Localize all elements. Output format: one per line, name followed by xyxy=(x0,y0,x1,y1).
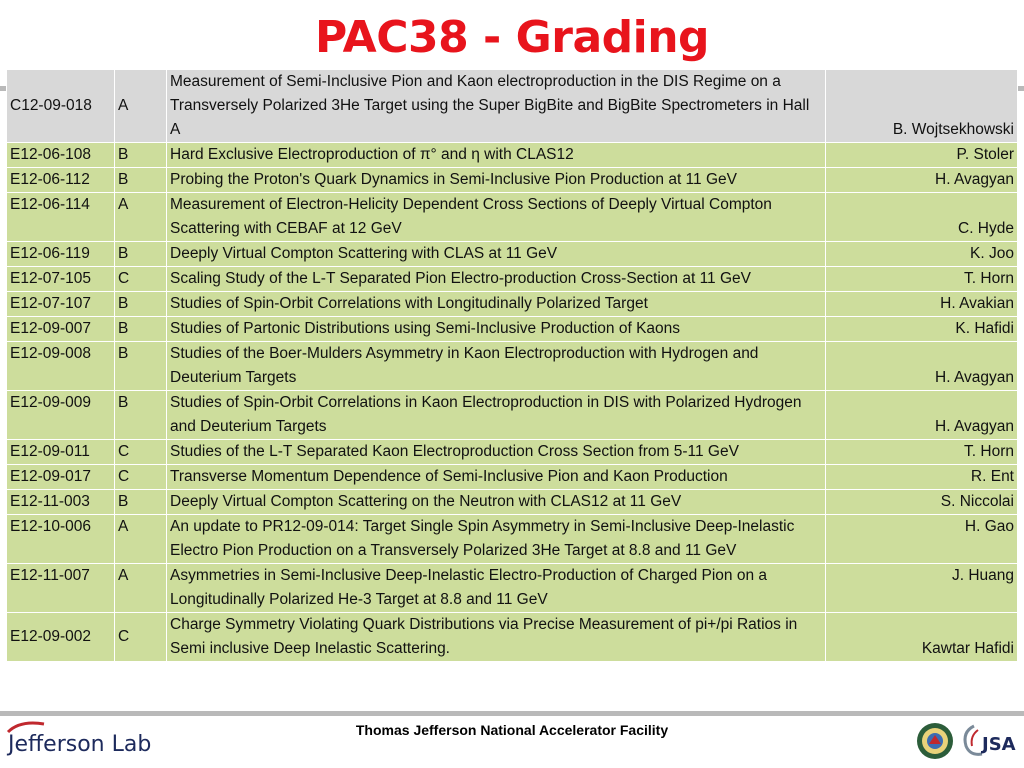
grade: B xyxy=(115,143,167,168)
experiment-title: Measurement of Semi-Inclusive Pion and Kaon electroproduction in the DIS Regime on a Transversely Polarized 3He Target using the Super BigBite and BigBite Spectrometers in Hall A xyxy=(167,70,826,143)
experiment-code: E12-06-108 xyxy=(7,143,115,168)
bottom-divider xyxy=(0,711,1024,716)
spokesperson: H. Avagyan xyxy=(826,342,1018,391)
experiment-title: Asymmetries in Semi-Inclusive Deep-Inelastic Electro-Production of Charged Pion on a Longitudinally Polarized He-3 Target at 8.8 and 11 GeV xyxy=(167,564,826,613)
grade: B xyxy=(115,342,167,391)
grade: B xyxy=(115,391,167,440)
experiment-title: Transverse Momentum Dependence of Semi-Inclusive Pion and Kaon Production xyxy=(167,465,826,490)
spokesperson: K. Hafidi xyxy=(826,317,1018,342)
spokesperson: H. Avakian xyxy=(826,292,1018,317)
table-row xyxy=(7,292,1018,317)
jsa-logo-icon xyxy=(960,722,1020,760)
table-row xyxy=(7,70,1018,143)
grade: B xyxy=(115,168,167,193)
grade: C xyxy=(115,465,167,490)
grade: C xyxy=(115,440,167,465)
experiment-code: E12-07-107 xyxy=(7,292,115,317)
jsa-text: JSA xyxy=(982,734,1016,755)
table-row xyxy=(7,193,1018,242)
table-row xyxy=(7,564,1018,613)
experiment-title: Probing the Proton's Quark Dynamics in Semi-Inclusive Pion Production at 11 GeV xyxy=(167,168,826,193)
experiment-code: E12-11-003 xyxy=(7,490,115,515)
experiment-code: E12-06-114 xyxy=(7,193,115,242)
experiment-title: Studies of Partonic Distributions using Semi-Inclusive Production of Kaons xyxy=(167,317,826,342)
grade: A xyxy=(115,193,167,242)
experiment-code: E12-06-119 xyxy=(7,242,115,267)
table-row xyxy=(7,465,1018,490)
spokesperson: J. Huang xyxy=(826,564,1018,613)
grade: C xyxy=(115,267,167,292)
table-row xyxy=(7,613,1018,662)
experiment-code: E12-09-008 xyxy=(7,342,115,391)
table-row xyxy=(7,490,1018,515)
grade: B xyxy=(115,242,167,267)
spokesperson: B. Wojtsekhowski xyxy=(826,70,1018,143)
experiment-title: Scaling Study of the L-T Separated Pion Electro-production Cross-Section at 11 GeV xyxy=(167,267,826,292)
experiment-code: C12-09-018 xyxy=(7,70,115,143)
spokesperson: P. Stoler xyxy=(826,143,1018,168)
spokesperson: C. Hyde xyxy=(826,193,1018,242)
table-row xyxy=(7,143,1018,168)
footer-organization: Thomas Jefferson National Accelerator Facility xyxy=(355,722,669,738)
grade: A xyxy=(115,515,167,564)
doe-seal-icon xyxy=(916,722,954,760)
table-row xyxy=(7,267,1018,292)
grading-table xyxy=(6,69,1018,662)
experiment-code: E12-09-017 xyxy=(7,465,115,490)
page-title: PAC38 - Grading xyxy=(314,12,710,63)
experiment-code: E12-09-007 xyxy=(7,317,115,342)
experiment-title: Hard Exclusive Electroproduction of π° and η with CLAS12 xyxy=(167,143,826,168)
experiment-title: An update to PR12-09-014: Target Single Spin Asymmetry in Semi-Inclusive Deep-Inelastic Electro Pion Production on a Transversely Polarized 3He Target at 8.8 and 11 GeV xyxy=(167,515,826,564)
experiment-code: E12-06-112 xyxy=(7,168,115,193)
spokesperson: T. Horn xyxy=(826,440,1018,465)
spokesperson: S. Niccolai xyxy=(826,490,1018,515)
spokesperson: R. Ent xyxy=(826,465,1018,490)
grade: C xyxy=(115,613,167,662)
experiment-title: Studies of the L-T Separated Kaon Electroproduction Cross Section from 5-11 GeV xyxy=(167,440,826,465)
experiment-title: Deeply Virtual Compton Scattering with CLAS at 11 GeV xyxy=(167,242,826,267)
table-row xyxy=(7,242,1018,267)
experiment-title: Deeply Virtual Compton Scattering on the Neutron with CLAS12 at 11 GeV xyxy=(167,490,826,515)
grade: A xyxy=(115,70,167,143)
grade: B xyxy=(115,490,167,515)
experiment-title: Studies of Spin-Orbit Correlations in Kaon Electroproduction in DIS with Polarized Hydrogen and Deuterium Targets xyxy=(167,391,826,440)
table-row xyxy=(7,342,1018,391)
table-row xyxy=(7,515,1018,564)
spokesperson: K. Joo xyxy=(826,242,1018,267)
spokesperson: H. Avagyan xyxy=(826,391,1018,440)
table-row xyxy=(7,391,1018,440)
experiment-code: E12-11-007 xyxy=(7,564,115,613)
spokesperson: H. Avagyan xyxy=(826,168,1018,193)
experiment-code: E12-09-011 xyxy=(7,440,115,465)
table-row xyxy=(7,317,1018,342)
experiment-title: Studies of the Boer-Mulders Asymmetry in Kaon Electroproduction with Hydrogen and Deuterium Targets xyxy=(167,342,826,391)
experiment-title: Charge Symmetry Violating Quark Distributions via Precise Measurement of pi+/pi Ratios in Semi inclusive Deep Inelastic Scattering. xyxy=(167,613,826,662)
logo-text: Jefferson Lab xyxy=(8,731,152,757)
table-row xyxy=(7,440,1018,465)
spokesperson: H. Gao xyxy=(826,515,1018,564)
experiment-code: E12-07-105 xyxy=(7,267,115,292)
spokesperson: Kawtar Hafidi xyxy=(826,613,1018,662)
grade: B xyxy=(115,292,167,317)
experiment-code: E12-09-009 xyxy=(7,391,115,440)
experiment-title: Studies of Spin-Orbit Correlations with Longitudinally Polarized Target xyxy=(167,292,826,317)
experiment-title: Measurement of Electron-Helicity Dependent Cross Sections of Deeply Virtual Compton Scattering with CEBAF at 12 GeV xyxy=(167,193,826,242)
grade: A xyxy=(115,564,167,613)
grade: B xyxy=(115,317,167,342)
spokesperson: T. Horn xyxy=(826,267,1018,292)
experiment-code: E12-10-006 xyxy=(7,515,115,564)
table-row xyxy=(7,168,1018,193)
experiment-code: E12-09-002 xyxy=(7,613,115,662)
